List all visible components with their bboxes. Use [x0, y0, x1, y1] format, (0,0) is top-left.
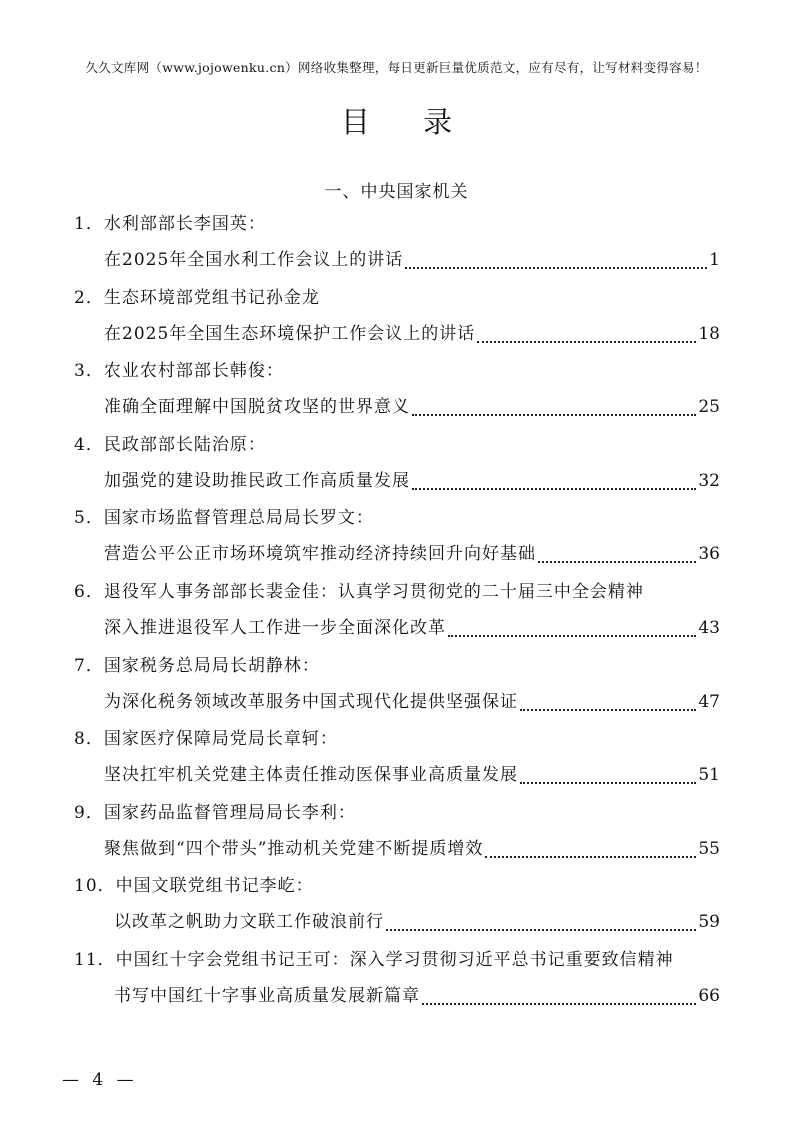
toc-entry-author: 国家市场监督管理总局局长罗文： [103, 508, 374, 529]
toc-entry-number: 7． [74, 655, 104, 676]
toc-entry-page: 32 [698, 470, 720, 491]
toc-entry-title: 为深化税务领域改革服务中国式现代化提供坚强保证 [104, 691, 518, 712]
toc-entry-line[interactable] [104, 466, 720, 496]
dot-leader [412, 487, 696, 490]
toc-entry-heading [74, 209, 266, 239]
toc-entry-heading [74, 798, 356, 828]
toc-entry-line[interactable] [104, 392, 720, 422]
toc-entry-title: 准确全面理解中国脱贫攻坚的世界意义 [104, 397, 410, 418]
dot-leader [520, 708, 696, 711]
toc-entry-title: 在2025年全国生态环境保护工作会议上的讲话 [104, 323, 476, 344]
toc-entry-page: 36 [698, 544, 720, 565]
toc-entry-page: 66 [698, 985, 720, 1006]
toc-entry-heading [74, 871, 314, 901]
toc-entry-author: 生态环境部党组书记孙金龙 [103, 287, 320, 308]
toc-entry-number: 6． [74, 581, 104, 602]
toc-entry-page: 43 [698, 617, 720, 638]
toc-entry-number: 10． [74, 876, 116, 897]
toc-entry[interactable] [74, 647, 720, 721]
toc-entry-author: 国家药品监督管理局局长李利： [103, 802, 356, 823]
dot-leader [422, 1002, 696, 1005]
toc-entry-line[interactable] [104, 834, 720, 864]
toc-entry-title: 深入推进退役军人工作进一步全面深化改革 [104, 617, 446, 638]
toc-entry-number: 3． [74, 361, 104, 382]
toc-entry[interactable] [74, 205, 720, 279]
toc-entry-author: 国家税务总局局长胡静林： [103, 655, 320, 676]
toc-entry-number: 1． [74, 214, 104, 234]
toc-entry-number: 8． [74, 729, 104, 750]
toc-entry-author: 农业农村部部长韩俊： [103, 361, 284, 382]
toc-entry[interactable] [74, 720, 720, 794]
toc-entry-heading [74, 577, 644, 607]
toc-entry-title: 坚决扛牢机关党建主体责任推动医保事业高质量发展 [104, 765, 518, 786]
dot-leader [448, 634, 696, 637]
toc-entry-author: 中国文联党组书记李屹： [115, 876, 314, 897]
dot-leader [405, 266, 707, 269]
toc-entry-heading [74, 651, 320, 681]
toc-entry-number: 2． [74, 287, 104, 308]
toc-entry-line[interactable] [114, 981, 720, 1011]
dot-leader [485, 855, 696, 858]
dot-leader [412, 413, 696, 416]
toc-entry-heading [74, 356, 284, 386]
toc-entry-author: 退役军人事务部部长裴金佳：认真学习贯彻党的二十届三中全会精神 [103, 581, 644, 602]
toc-entry-line[interactable] [104, 613, 720, 643]
toc-entry-page: 51 [698, 765, 720, 786]
dot-leader [477, 340, 696, 343]
toc-entry[interactable] [74, 352, 720, 426]
toc-entry-heading [74, 503, 374, 533]
dot-leader [538, 560, 696, 563]
toc-entry-page: 47 [698, 691, 720, 712]
toc-entry-heading [74, 945, 674, 975]
toc-entry-heading [74, 430, 266, 460]
toc-entry[interactable] [74, 941, 720, 1015]
toc-entry-line[interactable] [104, 539, 720, 569]
toc-entry[interactable] [74, 867, 720, 941]
footer-page-number: — 4 — [62, 1070, 138, 1090]
toc-entry-number: 4． [74, 434, 104, 455]
toc-entry-number: 11． [74, 949, 116, 970]
toc-entry-title: 在2025年全国水利工作会议上的讲话 [104, 250, 404, 270]
dot-leader [520, 781, 696, 784]
dot-leader [386, 928, 696, 931]
toc-entry[interactable] [74, 794, 720, 868]
toc-entry-page: 59 [698, 912, 720, 933]
toc-entry-title: 书写中国红十字事业高质量发展新篇章 [114, 985, 420, 1006]
toc-entry-page: 18 [698, 323, 720, 344]
toc-entry-author: 中国红十字会党组书记王可：深入学习贯彻习近平总书记重要致信精神 [115, 949, 674, 970]
header-note: 久久文库网（www.jojowenku.cn）网络收集整理，每日更新巨量优质范文，应有尽有，让写材料变得容易！ [85, 60, 708, 75]
toc-entry-number: 5． [74, 508, 104, 529]
toc-entry-line[interactable] [114, 907, 720, 937]
toc-entry-title: 以改革之帆助力文联工作破浪前行 [114, 912, 384, 933]
page-title: 目 录 [340, 105, 475, 139]
toc-entry-heading [74, 724, 338, 754]
toc-entry-line[interactable] [104, 687, 720, 717]
toc-entry[interactable] [74, 499, 720, 573]
toc-entry-line[interactable] [104, 245, 720, 275]
toc-entry-page: 1 [709, 250, 720, 270]
toc-entry-line[interactable] [104, 319, 720, 349]
toc-entry-author: 民政部部长陆治原： [103, 434, 266, 455]
toc-entry[interactable] [74, 426, 720, 500]
toc-entry-title: 聚焦做到“四个带头”推动机关党建不断提质增效 [104, 838, 484, 859]
toc-entry-heading [74, 283, 320, 313]
toc-entry-number: 9． [74, 802, 104, 823]
toc-entry-line[interactable] [104, 760, 720, 790]
toc-entry-author: 水利部部长李国英： [103, 214, 266, 234]
toc-entry-author: 国家医疗保障局党局长章轲： [103, 729, 338, 750]
toc-entry-title: 加强党的建设助推民政工作高质量发展 [104, 470, 410, 491]
toc-entry-title: 营造公平公正市场环境筑牢推动经济持续回升向好基础 [104, 544, 536, 565]
toc-entry[interactable] [74, 573, 720, 647]
section-heading: 一、中央国家机关 [324, 182, 469, 202]
table-of-contents [74, 205, 720, 1015]
toc-entry-page: 55 [698, 838, 720, 859]
toc-entry-page: 25 [698, 397, 720, 418]
toc-entry[interactable] [74, 279, 720, 353]
